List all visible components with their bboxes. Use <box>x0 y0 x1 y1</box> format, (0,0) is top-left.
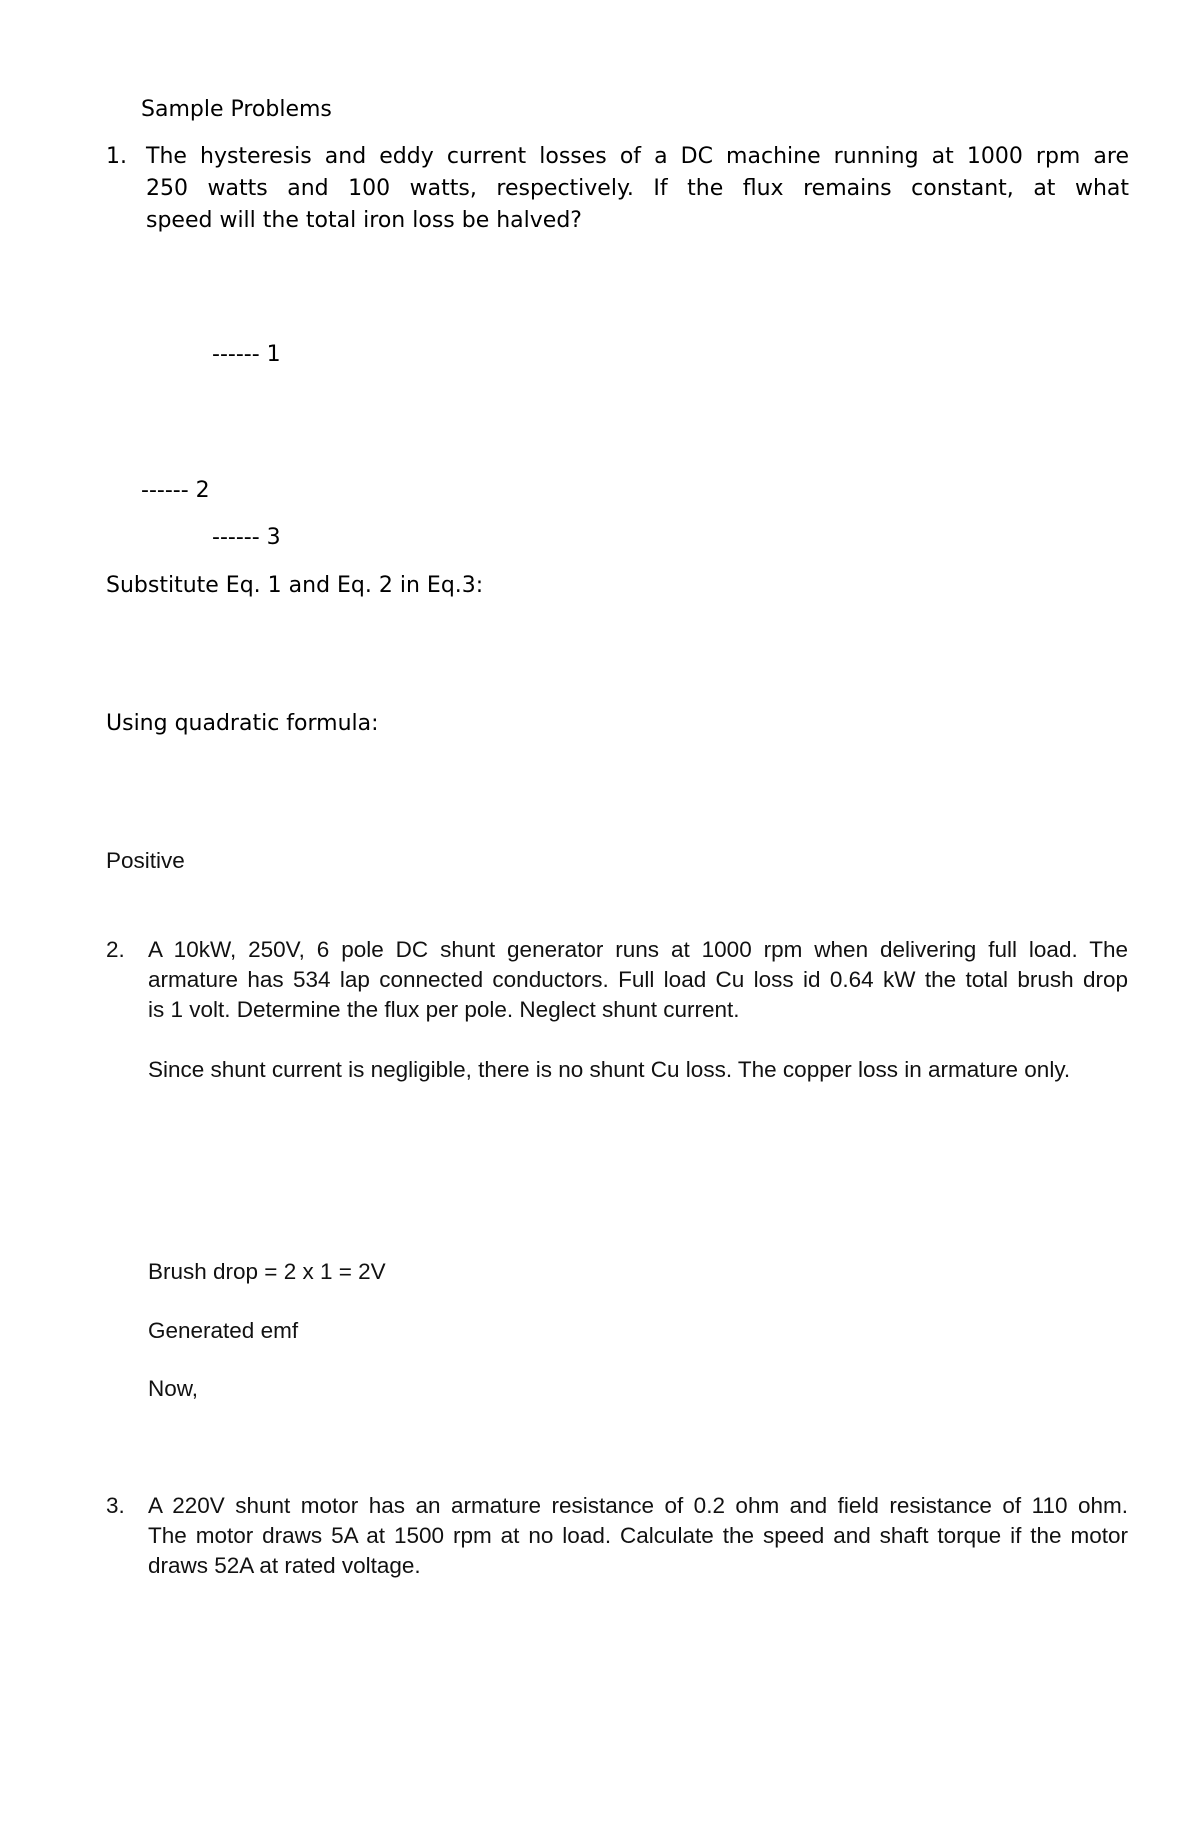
problem-1-line-3: speed will the total iron loss be halved? <box>146 208 582 233</box>
problem-2-line-3: is 1 volt. Determine the flux per pole. Neglect shunt current. <box>148 997 740 1022</box>
substitute-step: Substitute Eq. 1 and Eq. 2 in Eq.3: <box>106 573 484 598</box>
brush-drop-line: Brush drop = 2 x 1 = 2V <box>148 1259 386 1284</box>
generated-emf-line: Generated emf <box>148 1318 299 1343</box>
problem-2-line-2: armature has 534 lap connected conductors. Full load Cu loss id 0.64 kW the total brush drop <box>148 967 1128 992</box>
positive-root-label: Positive <box>106 848 185 873</box>
problem-1-number: 1. <box>106 144 127 169</box>
problem-3-line-3: draws 52A at rated voltage. <box>148 1553 421 1578</box>
problem-2-note: Since shunt current is negligible, there is no shunt Cu loss. The copper loss in armature only. <box>148 1057 1071 1082</box>
equation-2-label: ------ 2 <box>141 478 210 503</box>
problem-1-line-1: The hysteresis and eddy current losses of a DC machine running at 1000 rpm are <box>146 144 1129 169</box>
problem-1-line-2: 250 watts and 100 watts, respectively. If the flux remains constant, at what <box>146 176 1129 201</box>
quadratic-step: Using quadratic formula: <box>106 711 379 736</box>
now-line: Now, <box>148 1376 199 1401</box>
equation-3-label: ------ 3 <box>212 525 281 550</box>
problem-3-line-1: A 220V shunt motor has an armature resistance of 0.2 ohm and field resistance of 110 ohm. <box>148 1493 1128 1518</box>
problem-3-number: 3. <box>106 1493 125 1518</box>
problem-3-line-2: The motor draws 5A at 1500 rpm at no load. Calculate the speed and shaft torque if the motor <box>148 1523 1128 1548</box>
page-title: Sample Problems <box>141 97 332 122</box>
problem-2-line-1: A 10kW, 250V, 6 pole DC shunt generator runs at 1000 rpm when delivering full load. The <box>148 937 1128 962</box>
equation-1-label: ------ 1 <box>212 342 281 367</box>
problem-2-number: 2. <box>106 937 125 962</box>
